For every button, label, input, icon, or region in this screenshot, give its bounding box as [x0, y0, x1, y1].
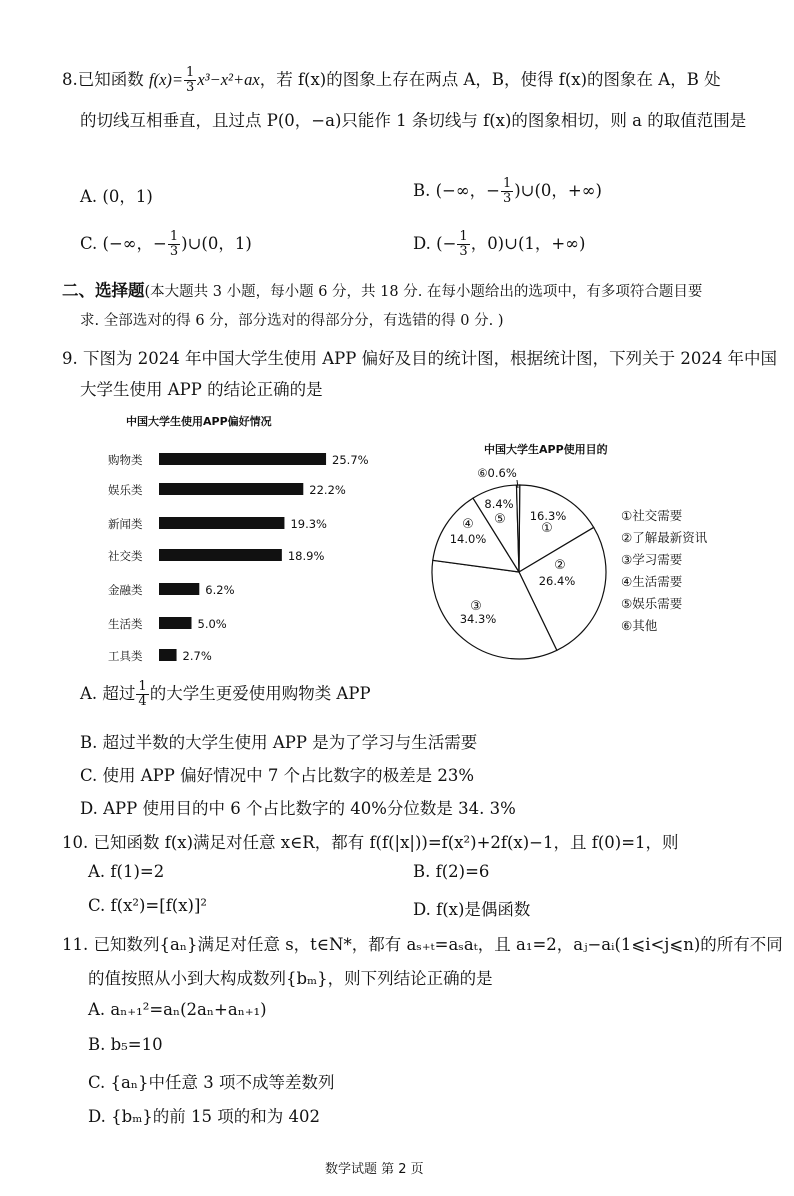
bar-category-label: 社交类: [108, 549, 143, 563]
q9-line1: 9. 下图为 2024 年中国大学生使用 APP 偏好及目的统计图，根据统计图，下列关于 2024 年中国: [62, 349, 778, 368]
bar-mark: [159, 649, 177, 661]
q8-frac-one-third: [184, 66, 196, 95]
bar-category-label: 生活类: [108, 617, 143, 631]
q11-option-a: A. aₙ₊₁²=aₙ(2aₙ+aₙ₊₁): [88, 1000, 267, 1019]
q11-option-c: C. {aₙ}中任意 3 项不成等差数列: [88, 1073, 335, 1092]
q8-optb-post: )∪(0，+∞): [514, 181, 602, 200]
pie-slice-label: 8.4%: [484, 497, 514, 511]
frac-denominator: 3: [186, 80, 195, 95]
bar-category-label: 娱乐类: [108, 483, 143, 497]
q8-optd-frac: [457, 230, 469, 259]
q9-opta-post: 的大学生更爱使用购物类 APP: [149, 684, 371, 703]
frac-numerator: 1: [502, 176, 512, 191]
section-desc: (本大题共 3 小题，每小题 6 分，共 18 分. 在每小题给出的选项中，有多项符合题目要: [144, 284, 703, 300]
q11-option-b: B. b₅=10: [88, 1035, 163, 1054]
bar-mark: [159, 453, 326, 465]
q10-option-d: D. f(x)是偶函数: [413, 900, 531, 919]
q8-option-a: A. (0，1): [80, 187, 153, 206]
q11-option-d: D. {bₘ}的前 15 项的和为 402: [88, 1107, 321, 1126]
bar-mark: [159, 483, 303, 495]
bar-value-label: 22.2%: [309, 483, 346, 497]
bar-chart-app-preference: [108, 414, 369, 663]
pie-slice-label: 16.3%: [529, 509, 567, 523]
bar-value-label: 6.2%: [205, 583, 235, 597]
q8-fx: f(x)=: [149, 70, 184, 89]
bar-value-label: 19.3%: [290, 517, 327, 531]
pie-legend-item: ⑤娱乐需要: [621, 596, 683, 611]
q9-option-d: D. APP 使用目的中 6 个占比数字的 40%分位数是 34. 3%: [80, 799, 516, 818]
q8-polynomial: x³−x²+ax: [197, 70, 260, 89]
bar-value-label: 25.7%: [332, 453, 369, 467]
q10-option-a: A. f(1)=2: [88, 862, 165, 881]
q9-opta-frac: [136, 680, 148, 709]
q8-text-post: ，若 f(x)的图象上存在两点 A，B，使得 f(x)的图象在 A，B 处: [259, 70, 721, 89]
q8-line1: [62, 66, 721, 95]
pie-slice-label: 26.4%: [538, 574, 576, 588]
q10-option-c: C. f(x²)=[f(x)]²: [88, 896, 208, 915]
pie-slice-marker: ①: [541, 521, 553, 536]
q9-opta-pre: A. 超过: [80, 684, 136, 703]
pie-slice-marker: ③: [470, 599, 482, 614]
pie-legend-item: ⑥其他: [621, 618, 658, 633]
bar-category-label: 新闻类: [108, 517, 143, 531]
pie-legend-item: ④生活需要: [621, 574, 683, 589]
frac-numerator: 1: [459, 229, 468, 244]
q9-option-c: C. 使用 APP 偏好情况中 7 个占比数字的极差是 23%: [80, 766, 475, 785]
q8-optd-pre: D. (−: [413, 234, 457, 253]
pie-slice-label: 14.0%: [449, 532, 487, 546]
pie-slice-label: 34.3%: [459, 612, 497, 626]
pie-chart-app-purpose: [432, 442, 708, 659]
q8-number: 8.: [62, 70, 78, 89]
q8-option-d: [413, 230, 585, 259]
q11-line2: 的值按照从小到大构成数列{bₘ}，则下列结论正确的是: [88, 969, 493, 988]
pie-chart-title: 中国大学生APP使用目的: [484, 443, 608, 456]
q8-line2: 的切线互相垂直，且过点 P(0，−a)只能作 1 条切线与 f(x)的图象相切，则 a 的取值范围是: [80, 111, 747, 130]
section2-line1: [62, 277, 702, 301]
q10-line1: 10. 已知函数 f(x)满足对任意 x∈R，都有 f(f(|x|))=f(x²)+2f(x)−1，且 f(0)=1，则: [62, 833, 679, 852]
frac-denominator: 3: [459, 244, 468, 259]
pie-slice-marker: ④: [462, 517, 474, 532]
bar-category-label: 工具类: [108, 649, 143, 663]
q8-option-b: [413, 177, 602, 206]
q8-optb-pre: B. (−∞，−: [413, 181, 500, 200]
section-title: 二、选择题: [62, 281, 145, 300]
frac-numerator: 1: [169, 229, 179, 244]
q9-option-a: [80, 680, 371, 709]
bar-category-label: 金融类: [108, 583, 143, 597]
pie-slice-label: ⑥0.6%: [477, 466, 517, 480]
page-footer: 数学试题 第 2 页: [325, 1162, 424, 1177]
statistics-figure: [0, 400, 794, 675]
pie-slice-marker: ②: [554, 558, 566, 573]
q11-line1: 11. 已知数列{aₙ}满足对任意 s，t∈N*，都有 aₛ₊ₜ=aₛaₜ，且 a₁=2，aⱼ−aᵢ(1⩽i<j⩽n)的所有不同: [62, 935, 783, 954]
q8-text-pre: 已知函数: [77, 70, 149, 89]
pie-legend-item: ①社交需要: [621, 508, 683, 523]
q9-option-b: B. 超过半数的大学生使用 APP 是为了学习与生活需要: [80, 733, 478, 752]
q10-option-b: B. f(2)=6: [413, 862, 490, 881]
bar-chart-title: 中国大学生使用APP偏好情况: [126, 415, 272, 428]
q8-optd-post: ，0)∪(1，+∞): [470, 234, 586, 253]
section2-line2: 求. 全部选对的得 6 分，部分选对的得部分分，有选错的得 0 分. ): [80, 313, 504, 329]
frac-numerator: 1: [138, 679, 147, 694]
q8-option-c: [80, 230, 252, 259]
pie-slice-marker: ⑤: [494, 512, 506, 527]
q9-line2: 大学生使用 APP 的结论正确的是: [80, 380, 323, 399]
frac-numerator: 1: [186, 65, 195, 80]
bar-mark: [159, 549, 282, 561]
q8-optc-frac: [168, 230, 180, 259]
frac-denominator: 4: [138, 694, 147, 709]
bar-mark: [159, 617, 192, 629]
q8-optc-post: )∪(0，1): [181, 234, 252, 253]
bar-value-label: 18.9%: [287, 549, 325, 563]
pie-legend-item: ②了解最新资讯: [621, 530, 708, 545]
frac-denominator: 3: [169, 244, 179, 259]
q8-optb-frac: [501, 177, 513, 206]
bar-mark: [159, 583, 199, 595]
bar-mark: [159, 517, 284, 529]
pie-legend-item: ③学习需要: [621, 552, 683, 567]
bar-category-label: 购物类: [108, 453, 143, 467]
bar-value-label: 2.7%: [182, 649, 212, 663]
frac-denominator: 3: [502, 191, 512, 206]
bar-value-label: 5.0%: [197, 617, 227, 631]
q8-optc-pre: C. (−∞，−: [80, 234, 167, 253]
